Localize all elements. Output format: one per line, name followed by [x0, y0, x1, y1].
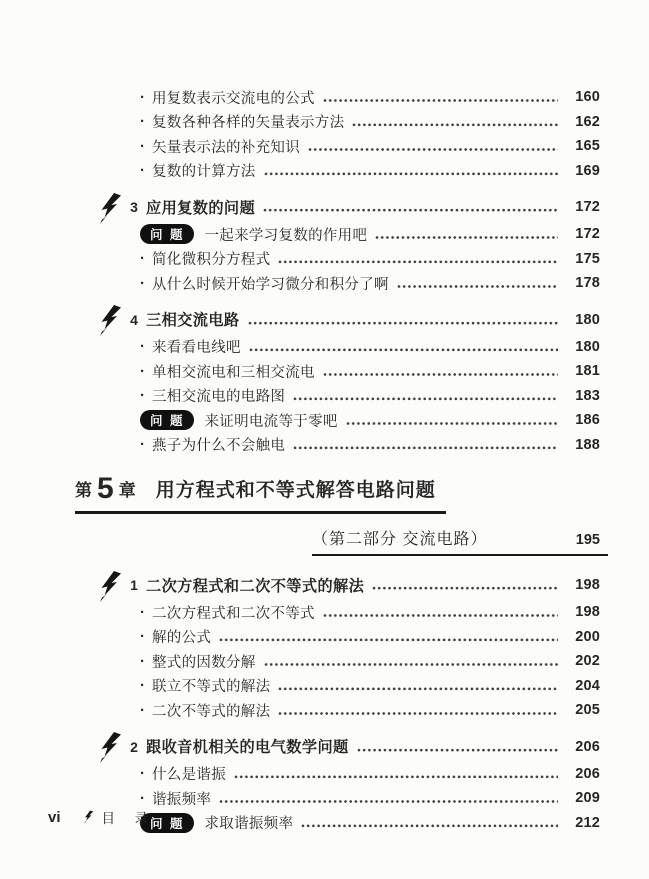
- bullet-dot: ·: [140, 338, 145, 356]
- section-title: 应用复数的问题: [146, 199, 256, 217]
- entry-page-number: 183: [575, 387, 600, 404]
- entry-page-number: 200: [575, 628, 600, 645]
- toc-entry[interactable]: [140, 625, 600, 650]
- toc-entry[interactable]: [140, 335, 600, 360]
- bullet-dot: ·: [140, 677, 145, 695]
- dotted-leader: [293, 433, 558, 458]
- bullet-dot: ·: [140, 362, 145, 380]
- dotted-leader: [323, 600, 558, 625]
- entry-page-number: 178: [575, 275, 600, 292]
- dotted-leader: [397, 271, 558, 296]
- bullet-dot: ·: [140, 765, 145, 783]
- entry-page-number: 172: [575, 226, 600, 243]
- chapter-number: 5: [97, 472, 114, 505]
- entry-title: 单相交流电和三相交流电: [152, 364, 315, 381]
- section-number: 1: [130, 577, 138, 593]
- dotted-leader: [346, 408, 558, 433]
- entry-title: 复数的计算方法: [152, 164, 256, 181]
- entry-title: 用复数表示交流电的公式: [152, 90, 315, 107]
- bullet-dot: ·: [140, 162, 145, 180]
- toc-problem-entry[interactable]: [140, 811, 600, 836]
- entry-title: 复数各种各样的矢量表示方法: [152, 115, 345, 132]
- toc-section-header[interactable]: [97, 194, 600, 220]
- section-page-number: 206: [575, 738, 600, 755]
- toc-entry[interactable]: [140, 110, 600, 135]
- chapter-title[interactable]: [75, 474, 446, 514]
- entry-title: 联立不等式的解法: [152, 679, 271, 696]
- section-number: 2: [130, 738, 138, 755]
- dotted-leader: [264, 159, 558, 184]
- chapter-suffix: 章: [118, 481, 136, 500]
- entry-page-number: 169: [575, 162, 600, 179]
- entry-title: 整式的因数分解: [152, 654, 256, 671]
- bullet-dot: ·: [140, 701, 145, 719]
- lightning-icon: [97, 732, 123, 763]
- toc-entry[interactable]: [140, 433, 600, 458]
- bullet-dot: ·: [140, 88, 145, 106]
- bullet-dot: ·: [140, 137, 145, 155]
- entry-title: 什么是谐振: [152, 767, 226, 784]
- toc-entry[interactable]: [140, 698, 600, 723]
- lightning-icon: [97, 571, 123, 602]
- section-number: 4: [130, 311, 138, 328]
- dotted-leader: [357, 734, 558, 760]
- toc-entry[interactable]: [140, 85, 600, 110]
- toc-entry[interactable]: [140, 674, 600, 699]
- entry-page-number: 181: [575, 363, 600, 380]
- entry-title: 从什么时候开始学习微分和积分了啊: [152, 276, 389, 293]
- entry-page-number: 165: [575, 138, 600, 155]
- toc-entry[interactable]: [140, 600, 600, 625]
- folio-number: vi: [48, 808, 61, 826]
- toc-entry[interactable]: [140, 271, 600, 296]
- lightning-icon: [97, 305, 123, 336]
- dotted-leader: [372, 572, 558, 598]
- chapter-prefix: 第: [75, 481, 92, 500]
- toc-section: [130, 307, 600, 458]
- chapter-subtitle-row: [312, 526, 608, 556]
- chapter-subtitle: （第二部分 交流电路）: [312, 531, 488, 548]
- section-page-number: 172: [575, 199, 600, 215]
- toc-problem-entry[interactable]: [140, 408, 600, 433]
- toc-section-header[interactable]: [97, 572, 600, 598]
- toc-problem-entry[interactable]: [140, 222, 600, 247]
- entry-title: 矢量表示法的补充知识: [152, 139, 300, 156]
- entry-page-number: 188: [575, 436, 600, 453]
- section-title: 跟收音机相关的电气数学问题: [146, 739, 349, 756]
- toc-item-group: [140, 85, 600, 183]
- dotted-leader: [234, 762, 558, 787]
- bullet-dot: ·: [140, 628, 145, 646]
- bullet-dot: ·: [140, 250, 145, 268]
- lightning-icon: [83, 809, 94, 825]
- entry-title: 谐振频率: [152, 791, 212, 808]
- chapter-title-text: 用方程式和不等式解答电路问题: [155, 480, 436, 501]
- toc-section: [130, 194, 600, 296]
- entry-page-number: 160: [575, 89, 600, 106]
- problem-badge: 问 题: [140, 410, 194, 430]
- bullet-dot: ·: [140, 652, 145, 670]
- footer-section-label: 目 录: [101, 811, 157, 826]
- bullet-dot: ·: [140, 436, 145, 454]
- lightning-icon: [97, 193, 123, 224]
- entry-title: 二次不等式的解法: [152, 703, 271, 720]
- dotted-leader: [264, 649, 558, 674]
- toc-section-header[interactable]: [97, 734, 600, 760]
- bullet-dot: ·: [140, 789, 145, 807]
- lightning-icon: [97, 571, 123, 602]
- dotted-leader: [301, 811, 558, 836]
- bullet-dot: ·: [140, 603, 145, 621]
- toc-entry[interactable]: [140, 159, 600, 184]
- dotted-leader: [249, 335, 558, 360]
- bullet-dot: ·: [140, 387, 145, 405]
- toc-entry[interactable]: [140, 786, 600, 811]
- dotted-leader: [219, 786, 558, 811]
- bullet-dot: ·: [140, 113, 145, 131]
- entry-page-number: 209: [575, 790, 600, 807]
- entry-title: 简化微积分方程式: [152, 252, 271, 269]
- page-footer: [48, 806, 156, 828]
- dotted-leader: [308, 134, 558, 159]
- dotted-leader: [278, 247, 558, 272]
- dotted-leader: [248, 307, 558, 333]
- lightning-icon: [97, 732, 123, 763]
- entry-page-number: 198: [575, 604, 600, 621]
- section-title: 二次方程式和二次不等式的解法: [146, 577, 365, 595]
- section-number: 3: [130, 199, 138, 215]
- problem-badge: 问 题: [140, 224, 194, 244]
- problem-badge: 问 题: [140, 813, 194, 833]
- entry-page-number: 206: [575, 765, 600, 782]
- toc-section: [130, 572, 600, 723]
- lightning-icon: [97, 305, 123, 336]
- entry-title: 解的公式: [152, 630, 212, 647]
- section-page-number: 198: [575, 577, 600, 593]
- lightning-icon: [97, 193, 123, 224]
- toc-section: [130, 734, 600, 836]
- entry-page-number: 175: [575, 250, 600, 267]
- toc-entry[interactable]: [140, 649, 600, 674]
- dotted-leader: [278, 674, 558, 699]
- entry-page-number: 212: [575, 814, 600, 831]
- entry-page-number: 180: [575, 338, 600, 355]
- lightning-icon: [83, 809, 94, 825]
- toc-entry[interactable]: [140, 762, 600, 787]
- entry-title: 一起来学习复数的作用吧: [204, 227, 368, 244]
- dotted-leader: [293, 384, 558, 409]
- entry-page-number: 186: [575, 412, 600, 429]
- toc-entry[interactable]: [140, 134, 600, 159]
- entry-title: 燕子为什么不会触电: [152, 438, 286, 455]
- entry-page-number: 205: [575, 702, 600, 719]
- dotted-leader: [352, 110, 558, 135]
- dotted-leader: [323, 359, 558, 384]
- toc-entry[interactable]: [140, 384, 600, 409]
- dotted-leader: [375, 222, 558, 247]
- entry-title: 来看看电线吧: [152, 340, 241, 357]
- dotted-leader: [278, 698, 558, 723]
- toc-entry[interactable]: [140, 359, 600, 384]
- dotted-leader: [323, 85, 558, 110]
- toc-entry[interactable]: [140, 247, 600, 272]
- dotted-leader: [263, 194, 558, 220]
- entry-page-number: 162: [575, 113, 600, 130]
- dotted-leader: [219, 625, 558, 650]
- entry-page-number: 204: [575, 677, 600, 694]
- entry-title: 求取谐振频率: [204, 816, 294, 833]
- chapter-heading-block: [75, 474, 600, 556]
- entry-title: 三相交流电的电路图: [152, 389, 286, 406]
- entry-title: 来证明电流等于零吧: [204, 413, 338, 430]
- chapter-page-number: 195: [575, 532, 600, 548]
- bullet-dot: ·: [140, 274, 145, 292]
- section-page-number: 180: [575, 311, 600, 328]
- section-title: 三相交流电路: [146, 312, 240, 329]
- entry-title: 二次方程式和二次不等式: [152, 605, 315, 622]
- toc-section-header[interactable]: [97, 307, 600, 333]
- entry-page-number: 202: [575, 653, 600, 670]
